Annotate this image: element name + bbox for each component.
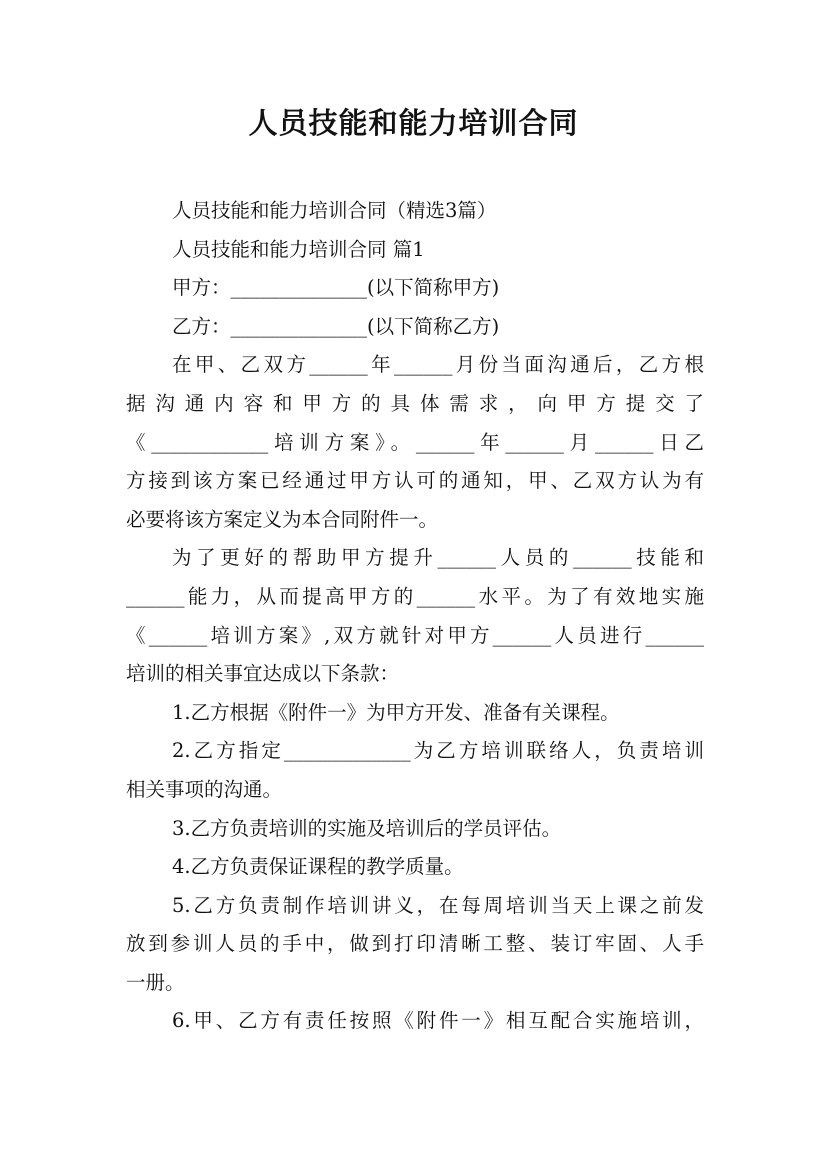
clause-item: 6.甲、乙方有责任按照《附件一》相互配合实施培训， [172, 1009, 704, 1033]
paragraph-line: 《____________培训方案》。______年______月______日乙 [126, 430, 704, 454]
paragraph-line: 方接到该方案已经通过甲方认可的通知，甲、乙双方认为有 [126, 469, 704, 493]
clause-item-continued: 放到参训人员的手中，做到打印清晰工整、装订牢固、人手 [126, 932, 704, 956]
clause-item: 1.乙方根据《附件一》为甲方开发、准备有关课程。 [172, 700, 620, 724]
party-b-line: 乙方：______________(以下简称乙方) [172, 314, 500, 338]
paragraph-line: ______能力，从而提高甲方的______水平。为了有效地实施 [126, 584, 704, 608]
clause-item-continued: 相关事项的沟通。 [126, 777, 283, 801]
paragraph-line: 《______培训方案》,双方就针对甲方______人员进行______ [126, 623, 704, 647]
paragraph-line: 培训的相关事宜达成以下条款： [126, 662, 400, 686]
paragraph-line: 在甲、乙双方______年______月份当面沟通后，乙方根 [172, 353, 704, 377]
document-title: 人员技能和能力培训合同 [248, 106, 579, 140]
paragraph-line: 必要将该方案定义为本合同附件一。 [126, 507, 439, 531]
clause-item-continued: 一册。 [126, 970, 185, 994]
section-heading: 人员技能和能力培训合同 篇1 [172, 237, 425, 261]
paragraph-line: 为了更好的帮助甲方提升______人员的______技能和 [172, 546, 704, 570]
clause-item: 3.乙方负责培训的实施及培训后的学员评估。 [172, 816, 562, 840]
clause-item: 5.乙方负责制作培训讲义，在每周培训当天上课之前发 [172, 893, 704, 917]
clause-item: 2.乙方指定_____________为乙方培训联络人，负责培训 [172, 739, 704, 763]
clause-item: 4.乙方负责保证课程的教学质量。 [172, 855, 464, 879]
party-a-line: 甲方：______________(以下简称甲方) [172, 276, 500, 300]
paragraph-line: 据沟通内容和甲方的具体需求，向甲方提交了 [126, 391, 704, 415]
subtitle-line: 人员技能和能力培训合同（精选3篇） [172, 199, 497, 222]
document-body [126, 192, 704, 1041]
